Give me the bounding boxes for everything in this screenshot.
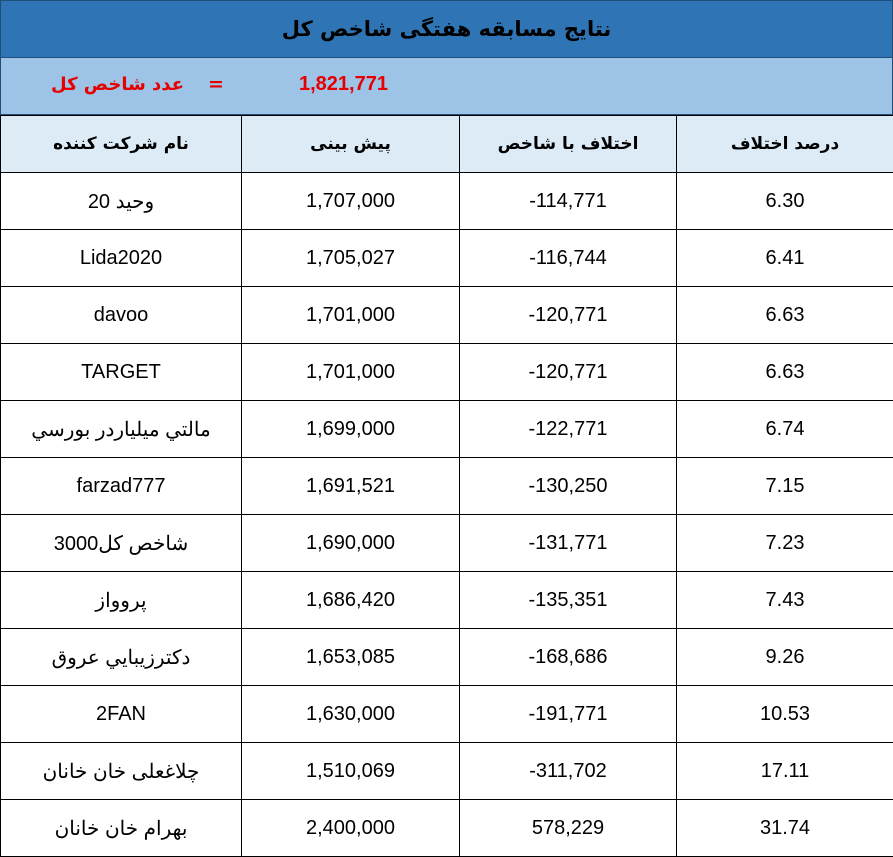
cell-prediction: 1,699,000 <box>242 401 460 458</box>
cell-percent: 17.11 <box>677 743 893 800</box>
results-table <box>0 115 893 857</box>
cell-name: وحید 20 <box>1 173 242 230</box>
cell-percent: 10.53 <box>677 686 893 743</box>
cell-name: Lida2020 <box>1 230 242 287</box>
index-value: 1,821,771 <box>299 73 388 96</box>
cell-difference: -114,771 <box>460 173 677 230</box>
cell-difference: -122,771 <box>460 401 677 458</box>
cell-name: بهرام خان خانان <box>1 800 242 857</box>
table-row <box>1 686 893 743</box>
cell-percent: 6.30 <box>677 173 893 230</box>
cell-name: 2FAN <box>1 686 242 743</box>
header-difference: اختلاف با شاخص <box>460 116 677 173</box>
cell-difference: -130,250 <box>460 458 677 515</box>
cell-name: شاخص کل3000 <box>1 515 242 572</box>
cell-name: TARGET <box>1 344 242 401</box>
cell-percent: 31.74 <box>677 800 893 857</box>
cell-percent: 9.26 <box>677 629 893 686</box>
table-row <box>1 629 893 686</box>
header-row <box>1 116 893 173</box>
cell-name: مالتي ميلياردر بورسي <box>1 401 242 458</box>
cell-prediction: 1,701,000 <box>242 344 460 401</box>
cell-prediction: 1,630,000 <box>242 686 460 743</box>
table-row <box>1 344 893 401</box>
cell-percent: 7.23 <box>677 515 893 572</box>
table-row <box>1 572 893 629</box>
header-name: نام شرکت کننده <box>1 116 242 173</box>
index-summary-row <box>0 58 893 115</box>
table-row <box>1 230 893 287</box>
cell-difference: -311,702 <box>460 743 677 800</box>
cell-percent: 7.15 <box>677 458 893 515</box>
header-prediction: پیش بینی <box>242 116 460 173</box>
table-row <box>1 515 893 572</box>
table-row <box>1 800 893 857</box>
title-text: نتایج مسابقه هفتگی شاخص کل <box>282 17 612 41</box>
cell-name: farzad777 <box>1 458 242 515</box>
cell-prediction: 1,690,000 <box>242 515 460 572</box>
cell-percent: 7.43 <box>677 572 893 629</box>
cell-difference: -120,771 <box>460 287 677 344</box>
cell-difference: -116,744 <box>460 230 677 287</box>
index-label: عدد شاخص کل <box>51 74 184 95</box>
results-body <box>1 173 893 857</box>
table-row <box>1 401 893 458</box>
sheet-title <box>0 0 893 58</box>
cell-name: دكترزيبايي عروق <box>1 629 242 686</box>
cell-prediction: 1,686,420 <box>242 572 460 629</box>
cell-prediction: 1,653,085 <box>242 629 460 686</box>
table-row <box>1 743 893 800</box>
cell-prediction: 1,691,521 <box>242 458 460 515</box>
cell-prediction: 1,701,000 <box>242 287 460 344</box>
cell-difference: -131,771 <box>460 515 677 572</box>
cell-percent: 6.41 <box>677 230 893 287</box>
cell-name: چلاغعلی خان خانان <box>1 743 242 800</box>
table-row <box>1 287 893 344</box>
cell-prediction: 1,510,069 <box>242 743 460 800</box>
cell-difference: -135,351 <box>460 572 677 629</box>
cell-difference: -168,686 <box>460 629 677 686</box>
cell-prediction: 1,705,027 <box>242 230 460 287</box>
cell-percent: 6.63 <box>677 344 893 401</box>
index-equals-sign: = <box>208 73 224 95</box>
cell-difference: 578,229 <box>460 800 677 857</box>
table-row <box>1 173 893 230</box>
cell-name: davoo <box>1 287 242 344</box>
cell-percent: 6.74 <box>677 401 893 458</box>
cell-percent: 6.63 <box>677 287 893 344</box>
cell-name: پروواز <box>1 572 242 629</box>
cell-prediction: 1,707,000 <box>242 173 460 230</box>
cell-difference: -191,771 <box>460 686 677 743</box>
cell-difference: -120,771 <box>460 344 677 401</box>
header-percent: درصد اختلاف <box>677 116 893 173</box>
table-row <box>1 458 893 515</box>
cell-prediction: 2,400,000 <box>242 800 460 857</box>
